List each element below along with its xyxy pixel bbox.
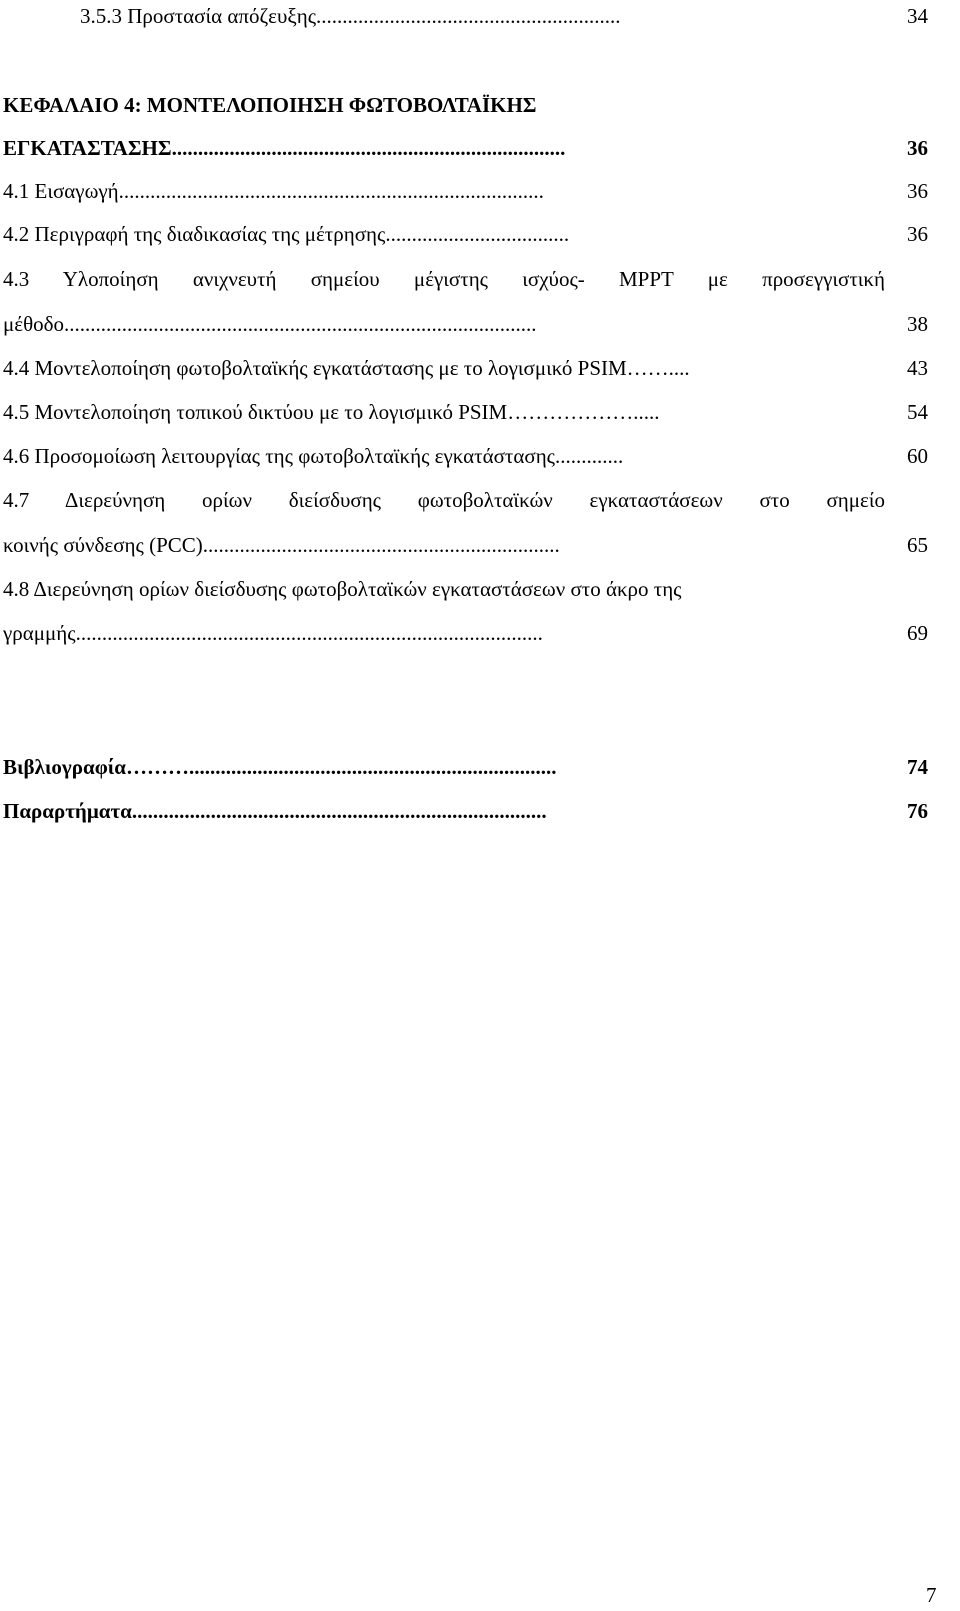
toc-entry-4-4: 4.4 Μοντελοποίηση φωτοβολταϊκής εγκατάστασης με το λογισμικό PSIM…….... <box>3 356 690 380</box>
toc-page-4-6: 60 <box>907 444 928 468</box>
toc-entry-bibliography: Βιβλιογραφία………...................................................................... <box>3 755 557 779</box>
toc-entry-4-3-cont: μέθοδο.......................................................................................... <box>3 312 537 336</box>
chapter-4-heading-cont: ΕΓΚΑΤΑΣΤΑΣΗΣ........................................................................... <box>3 136 566 160</box>
toc-page-4-7: 65 <box>907 533 928 557</box>
toc-page-4-3: 38 <box>907 312 928 336</box>
toc-page-4-1: 36 <box>907 179 928 203</box>
toc-entry-4-5: 4.5 Μοντελοποίηση τοπικού δικτύου με το λογισμικό PSIM………………..... <box>3 400 660 424</box>
toc-page-4-4: 43 <box>907 356 928 380</box>
toc-entry-4-7-cont: κοινής σύνδεσης (PCC).................................................................... <box>3 533 560 557</box>
toc-entry-4-6: 4.6 Προσομοίωση λειτουργίας της φωτοβολταϊκής εγκατάστασης............. <box>3 444 624 468</box>
toc-page-chapter-4: 36 <box>907 136 928 160</box>
toc-page-bibliography: 74 <box>907 755 928 779</box>
toc-page-3-5-3: 34 <box>907 4 928 28</box>
toc-entry-4-8-cont: γραμμής......................................................................................... <box>3 621 543 645</box>
toc-page-appendices: 76 <box>907 799 928 823</box>
toc-entry-4-1: 4.1 Εισαγωγή................................................................................. <box>3 179 544 203</box>
toc-entry-4-7: 4.7 Διερεύνηση ορίων διείσδυσης φωτοβολταϊκών εγκαταστάσεων στο σημείο <box>3 488 885 512</box>
toc-entry-3-5-3: 3.5.3 Προστασία απόζευξης.......................................................... <box>80 4 621 28</box>
toc-page-4-2: 36 <box>907 222 928 246</box>
toc-page-4-5: 54 <box>907 400 928 424</box>
toc-entry-4-3: 4.3 Υλοποίηση ανιχνευτή σημείου μέγιστης ισχύος- MPPT με προσεγγιστική <box>3 267 885 291</box>
toc-entry-4-2: 4.2 Περιγραφή της διαδικασίας της μέτρησης................................... <box>3 222 570 246</box>
toc-entry-appendices: Παραρτήματα............................................................................... <box>3 799 547 823</box>
page-number: 7 <box>926 1583 937 1607</box>
chapter-4-heading: ΚΕΦΑΛΑΙΟ 4: ΜΟΝΤΕΛΟΠΟΙΗΣΗ ΦΩΤΟΒΟΛΤΑΪΚΗΣ <box>3 93 537 117</box>
toc-entry-4-8: 4.8 Διερεύνηση ορίων διείσδυσης φωτοβολταϊκών εγκαταστάσεων στο άκρο της <box>3 577 682 601</box>
toc-page-4-8: 69 <box>907 621 928 645</box>
